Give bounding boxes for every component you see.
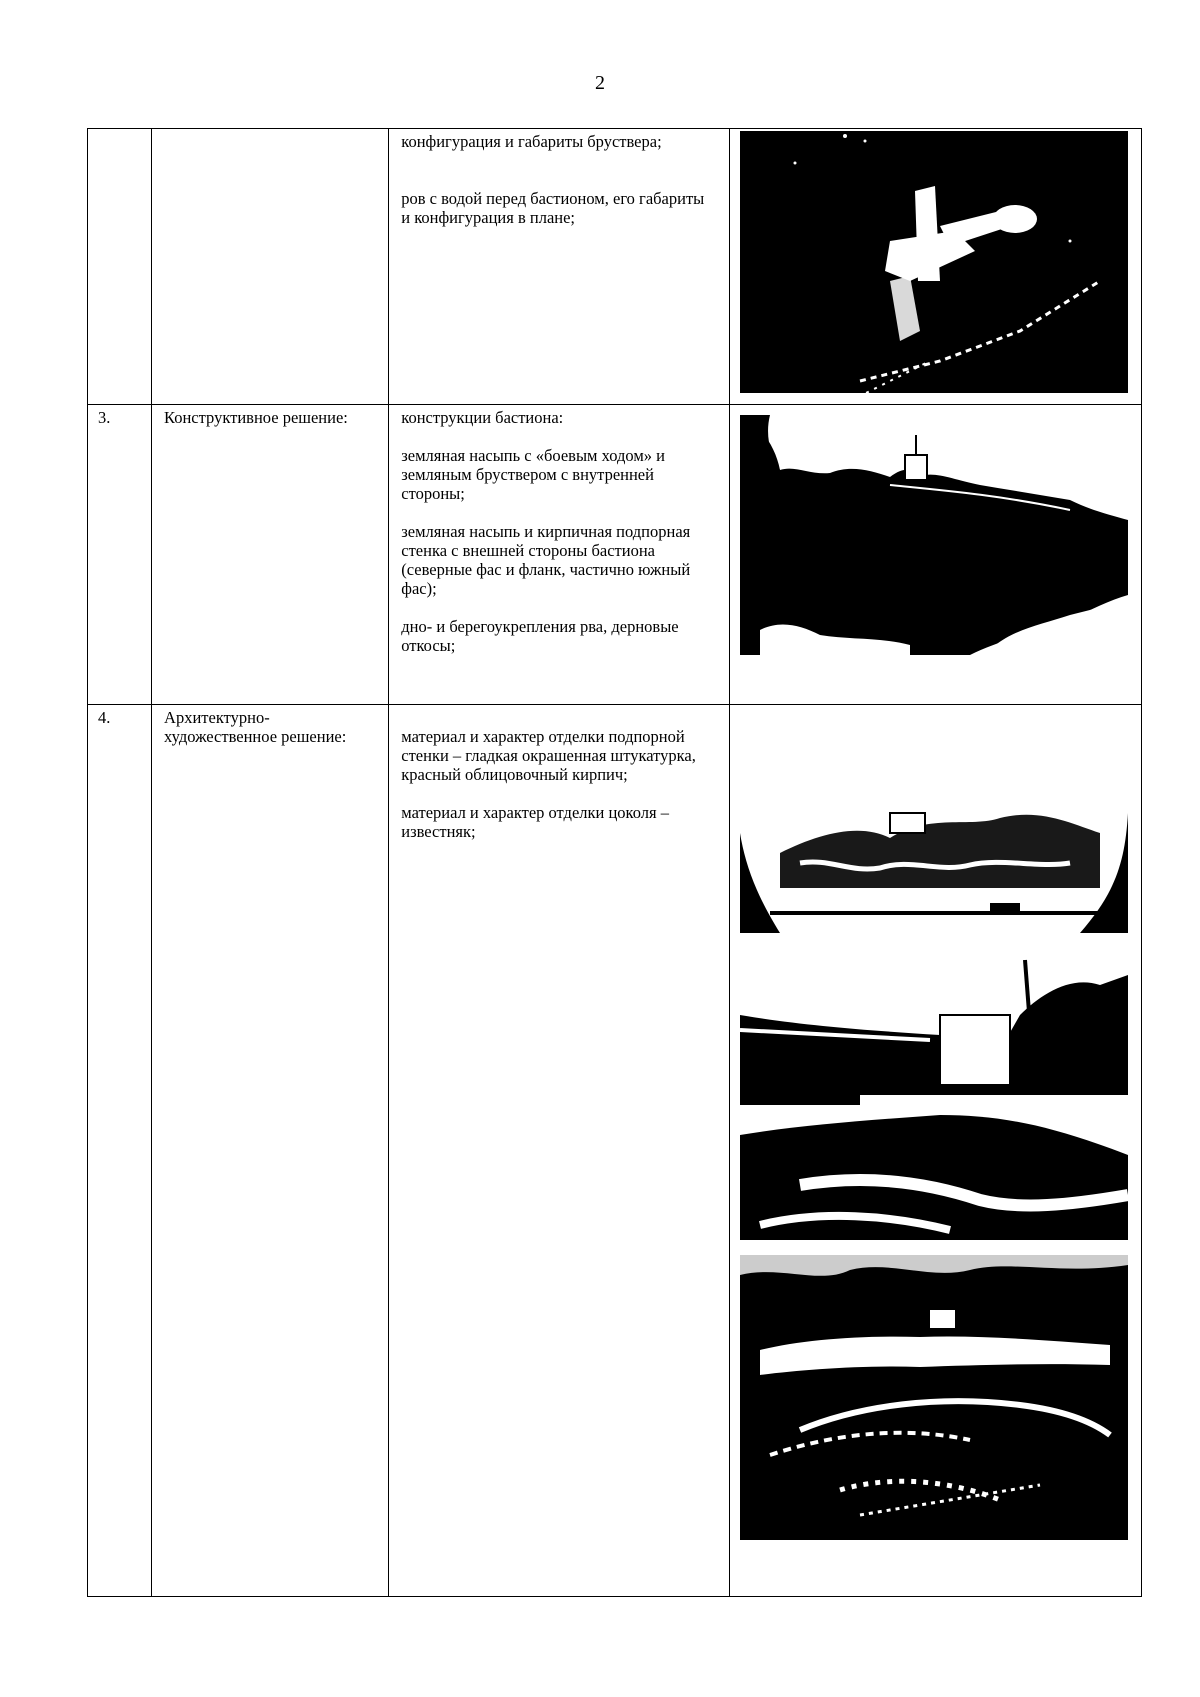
row-description-cell	[389, 405, 729, 705]
row-name-cell	[152, 705, 389, 1597]
row-photo-cell	[729, 129, 1141, 405]
row-number-cell	[88, 129, 152, 405]
bastion-aerial-photo	[740, 131, 1128, 393]
bastion-moat-photo	[740, 415, 1128, 655]
row-number: 3.	[98, 408, 111, 427]
description-paragraph: материал и характер отделки подпорной стенки – гладкая окрашенная штукатурка, красный облицовочный кирпич;	[401, 727, 696, 784]
table-row	[88, 705, 1142, 1597]
page-number: 2	[595, 72, 605, 94]
description-paragraph: земляная насыпь и кирпичная подпорная стенка с внешней стороны бастиона (северные фас и фланк, частично южный фас);	[401, 522, 691, 598]
description-paragraph: конфигурация и габариты бруствера;	[401, 132, 662, 151]
row-number: 4.	[98, 708, 111, 727]
row-number	[88, 129, 151, 132]
row-photo-cell	[729, 405, 1141, 705]
bastion-wall-photo	[740, 773, 1128, 933]
table-row	[88, 129, 1142, 405]
row-name: Конструктивное решение:	[164, 408, 348, 427]
row-number-cell	[88, 405, 152, 705]
row-name: Архитектурно-художественное решение:	[164, 708, 347, 746]
row-name	[152, 129, 388, 132]
row-photo-cell	[729, 705, 1141, 1597]
row-name-cell	[152, 129, 389, 405]
row-number-cell	[88, 705, 152, 1597]
description-paragraph: ров с водой перед бастионом, его габариты и конфигурация в плане;	[401, 189, 705, 227]
bastion-slope-photo	[740, 1255, 1128, 1540]
description-paragraph: дно- и берегоукрепления рва, дерновые откосы;	[401, 617, 679, 655]
description-paragraph: конструкции бастиона:	[401, 408, 564, 427]
description-paragraph: земляная насыпь с «боевым ходом» и земляным бруствером с внутренней стороны;	[401, 446, 665, 503]
table-row	[88, 405, 1142, 705]
row-name-cell	[152, 405, 389, 705]
description-paragraph: материал и характер отделки цоколя – известняк;	[401, 803, 669, 841]
row-description-cell	[389, 129, 729, 405]
heritage-table	[87, 128, 1142, 1597]
row-description-cell	[389, 705, 729, 1597]
bastion-tower-photo	[740, 955, 1128, 1240]
